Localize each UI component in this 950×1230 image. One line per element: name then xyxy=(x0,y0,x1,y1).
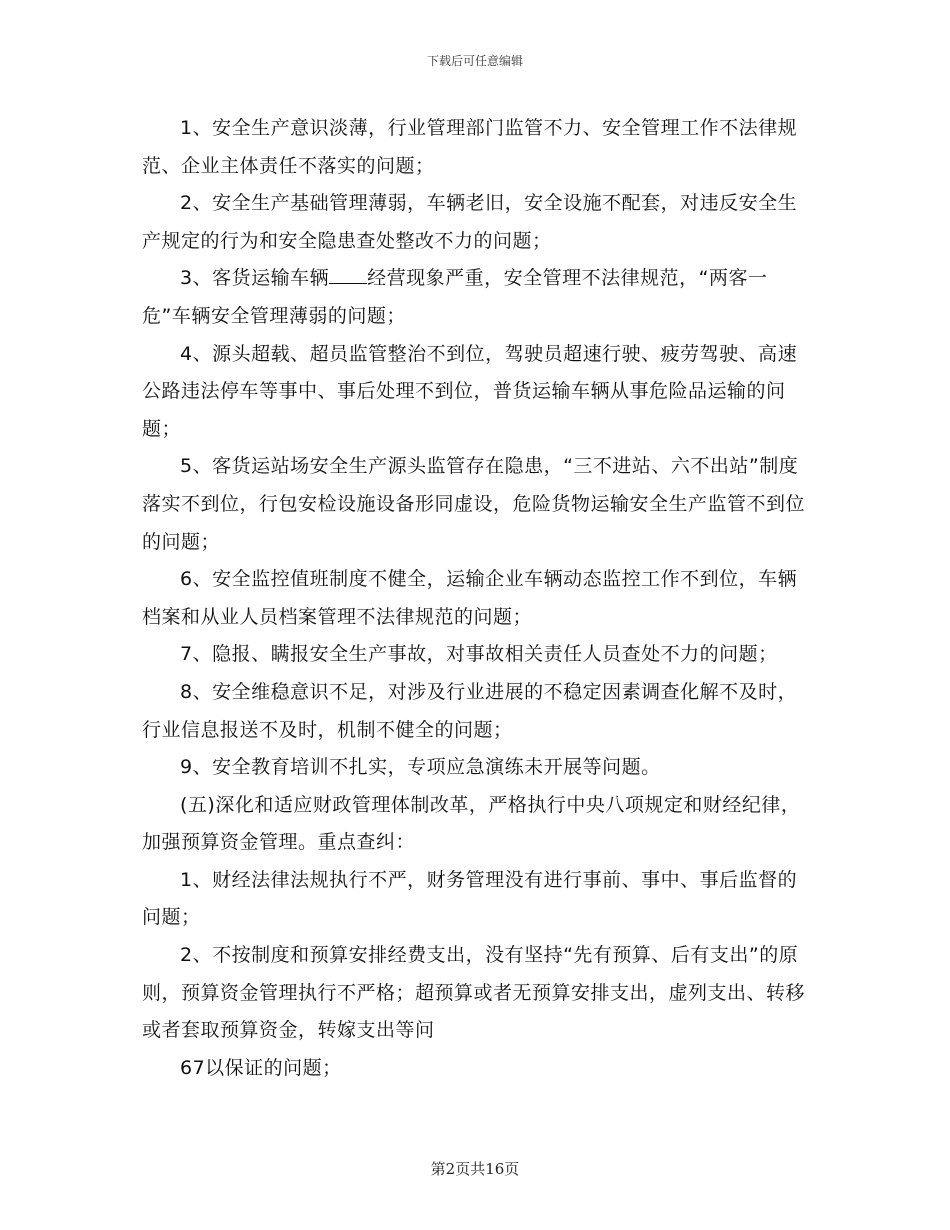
finance-item-2: 2、不按制度和预算安排经费支出，没有坚持“先有预算、后有支出”的原则，预算资金管理执行不严格；超预算或者无预算安排支出，虚列支出、转移或者套取预算资金，转嫁支出等问 xyxy=(142,944,806,1042)
paragraph-8: 8、安全维稳意识不足，对涉及行业进展的不稳定因素调查化解不及时，行业信息报送不及时，机制不健全的问题； xyxy=(142,680,798,741)
paragraph-3-end: 经营现象严重，安全管理不法律规范，“两客一危”车辆安全管理薄弱的问题； xyxy=(142,267,768,327)
paragraph-5: 5、客货运站场安全生产源头监管存在隐患，“三不进站、六不出站”制度落实不到位，行包安检设施设备形同虚设，危险货物运输安全生产监管不到位的问题； xyxy=(142,455,806,553)
page-number: 第2页共16页 xyxy=(430,1160,520,1178)
paragraph-2: 2、安全生产基础管理薄弱，车辆老旧，安全设施不配套，对违反安全生产规定的行为和安全隐患查处整改不力的问题； xyxy=(142,192,798,252)
paragraph-9: 9、安全教育培训不扎实，专项应急演练未开展等问题。 xyxy=(180,756,661,779)
paragraph-6: 6、安全监控值班制度不健全，运输企业车辆动态监控工作不到位，车辆档案和从业人员档案管理不法律规范的问题； xyxy=(142,568,798,628)
paragraph-3 xyxy=(142,260,814,335)
finance-item-1: 1、财经法律法规执行不严，财务管理没有进行事前、事中、事后监督的问题； xyxy=(142,868,798,929)
document-body xyxy=(142,110,814,1087)
section-5-heading: (五)深化和适应财政管理体制改革，严格执行中央八项规定和财经纪律，加强预算资金管理。重点查纠： xyxy=(142,793,801,854)
fill-in-blank xyxy=(329,282,367,284)
finance-item-2-continued: 67以保证的问题； xyxy=(180,1056,342,1079)
paragraph-3-start: 3、客货运输车辆 xyxy=(180,267,330,290)
paragraph-1: 1、安全生产意识淡薄，行业管理部门监管不力、安全管理工作不法律规范、企业主体责任不落实的问题； xyxy=(142,117,798,177)
paragraph-7: 7、隐报、瞒报安全生产事故，对事故相关责任人员查处不力的问题； xyxy=(180,643,778,666)
header-note: 下载后可任意编辑 xyxy=(426,54,523,68)
paragraph-4: 4、源头超载、超员监管整治不到位，驾驶员超速行驶、疲劳驾驶、高速公路违法停车等事中、事后处理不到位，普货运输车辆从事危险品运输的问题； xyxy=(142,342,798,440)
